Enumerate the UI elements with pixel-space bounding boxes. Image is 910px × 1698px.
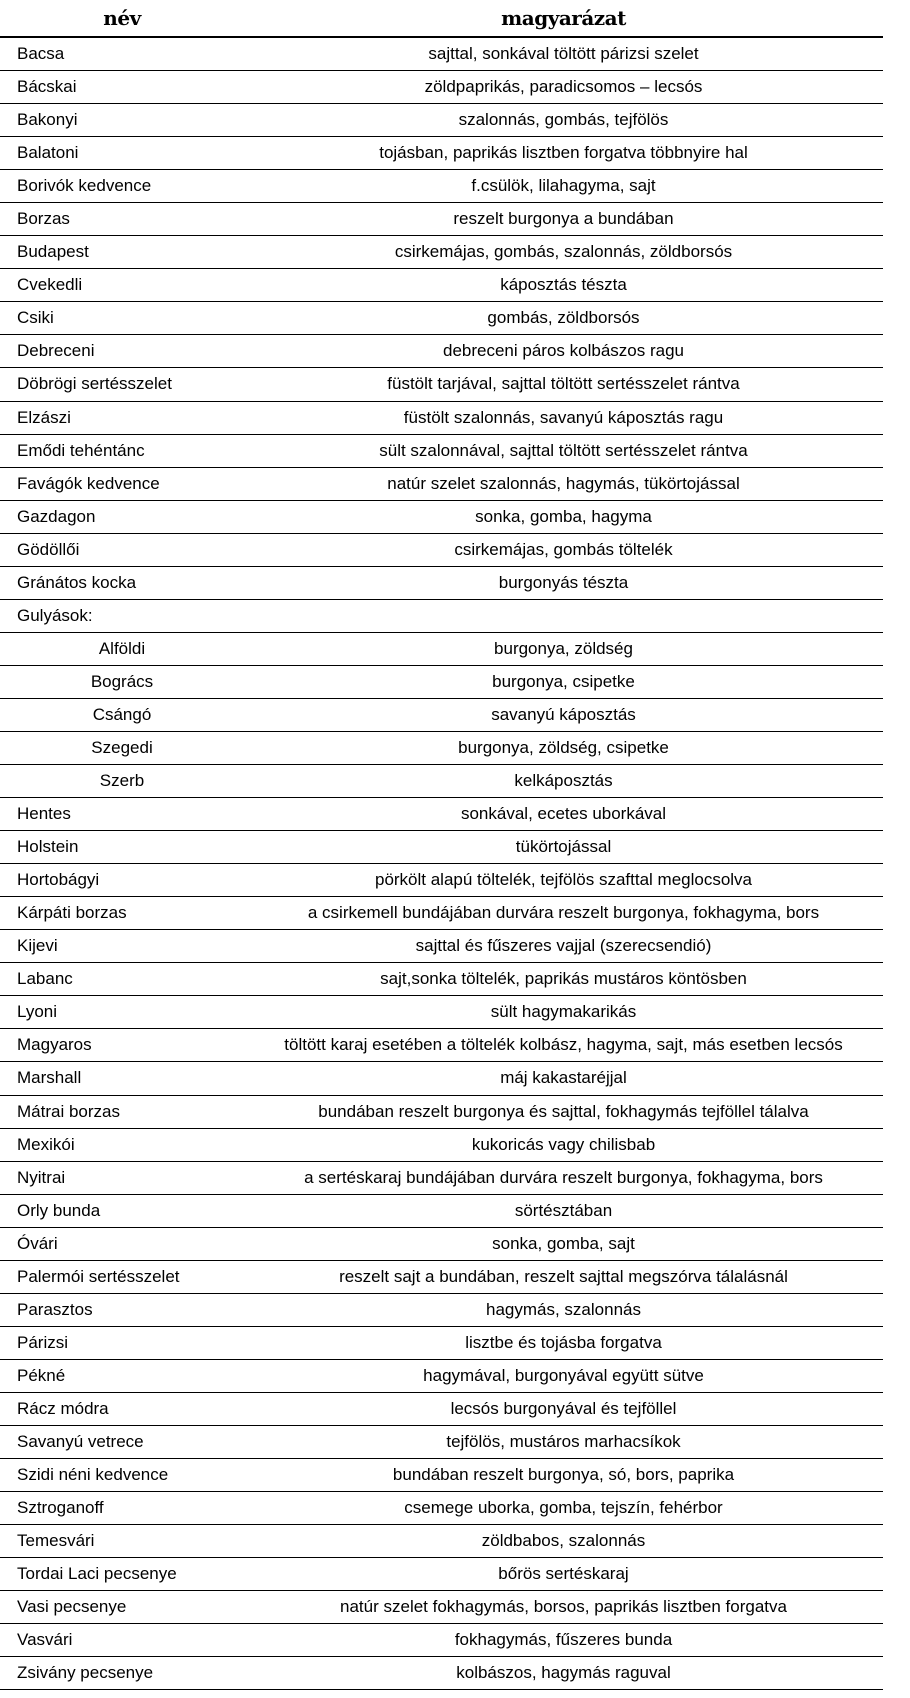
table-row: [0, 1096, 883, 1129]
row-name: Gulyások:: [17, 605, 93, 625]
row-name: Pékné: [17, 1365, 66, 1385]
row-description: hagymával, burgonyával együtt sütve: [423, 1365, 704, 1385]
row-name: Cvekedli: [17, 275, 83, 295]
row-name: Bácskai: [17, 77, 77, 97]
table-row: [0, 71, 883, 104]
row-description: káposztás tészta: [500, 275, 627, 295]
row-name: Mátrai borzas: [17, 1101, 120, 1121]
table-row: [0, 335, 883, 368]
row-name: Hortobágyi: [17, 870, 100, 890]
table-row: [0, 765, 883, 798]
row-name: Tordai Laci pecsenye: [17, 1564, 177, 1584]
row-description: zöldpaprikás, paradicsomos – lecsós: [424, 77, 703, 97]
table-row: [0, 468, 883, 501]
row-description: burgonya, csipetke: [492, 671, 635, 691]
row-description: lecsós burgonyával és tejföllel: [450, 1398, 677, 1418]
table-row: [0, 996, 883, 1029]
row-name: Bacsa: [17, 44, 65, 64]
table-row: [0, 1029, 883, 1062]
row-name: Rácz módra: [17, 1398, 109, 1418]
row-name: Elzászi: [17, 407, 71, 427]
row-name: Savanyú vetrece: [17, 1431, 144, 1451]
table-row: [0, 1393, 883, 1426]
row-subname: Alföldi: [98, 638, 146, 658]
row-description: zöldbabos, szalonnás: [481, 1531, 646, 1551]
row-subname: Bogrács: [90, 671, 154, 691]
row-name: Marshall: [17, 1068, 82, 1088]
table-row: [0, 798, 883, 831]
row-description: reszelt burgonya a bundában: [453, 209, 674, 229]
row-name: Budapest: [17, 242, 89, 262]
row-description: bundában reszelt burgonya, só, bors, paprika: [392, 1465, 735, 1485]
table-row: [0, 1492, 883, 1525]
row-description: szalonnás, gombás, tejfölös: [458, 110, 669, 130]
row-name: Bakonyi: [17, 110, 78, 130]
row-subname: Csángó: [92, 704, 152, 724]
row-description: sörtésztában: [514, 1200, 613, 1220]
table-row: [0, 831, 883, 864]
table-row: [0, 1261, 883, 1294]
row-name: Borivók kedvence: [17, 176, 152, 196]
row-name: Csiki: [17, 308, 54, 328]
row-name: Döbrögi sertésszelet: [17, 374, 172, 394]
table-row: [0, 368, 883, 401]
table-row: [0, 1426, 883, 1459]
row-description: tojásban, paprikás lisztben forgatva többnyire hal: [379, 143, 748, 163]
row-description: kolbászos, hagymás raguval: [456, 1663, 671, 1683]
row-name: Debreceni: [17, 341, 95, 361]
row-description: tükörtojással: [515, 837, 612, 857]
row-name: Kijevi: [17, 936, 58, 956]
row-name: Óvári: [17, 1233, 58, 1253]
row-name: Hentes: [17, 804, 71, 824]
table-row: [0, 963, 883, 996]
table-row: [0, 930, 883, 963]
row-description: kelkáposztás: [514, 771, 613, 791]
table-row: [0, 1558, 883, 1591]
table-row: [0, 1228, 883, 1261]
row-description: csemege uborka, gomba, tejszín, fehérbor: [404, 1498, 723, 1518]
row-description: töltött karaj esetében a töltelék kolbász, hagyma, sajt, más esetben lecsós: [284, 1035, 843, 1055]
row-name: Lyoni: [17, 1002, 58, 1022]
row-description: fokhagymás, fűszeres bunda: [454, 1630, 673, 1650]
row-name: Vasvári: [17, 1630, 73, 1650]
row-description: burgonya, zöldség: [494, 638, 633, 658]
row-description: pörkölt alapú töltelék, tejfölös szafttal meglocsolva: [374, 870, 753, 890]
row-description: füstölt szalonnás, savanyú káposztás ragu: [403, 407, 724, 427]
row-description: csirkemájas, gombás töltelék: [454, 539, 673, 559]
table-row: [0, 534, 883, 567]
table-row: [0, 170, 883, 203]
table-row: [0, 501, 883, 534]
row-description: sonka, gomba, hagyma: [475, 506, 652, 526]
row-name: Holstein: [17, 837, 79, 857]
row-description: sajttal, sonkával töltött párizsi szelet: [428, 44, 699, 64]
row-description: kukoricás vagy chilisbab: [471, 1134, 656, 1154]
row-description: füstölt tarjával, sajttal töltött sertésszelet rántva: [387, 374, 740, 394]
table-row: [0, 38, 883, 71]
header-description: magyarázat: [501, 6, 626, 30]
row-description: burgonya, zöldség, csipetke: [458, 738, 669, 757]
table-row: [0, 1327, 883, 1360]
table-row: [0, 1062, 883, 1095]
row-description: lisztbe és tojásba forgatva: [465, 1332, 662, 1352]
row-description: sült szalonnával, sajttal töltött sertésszelet rántva: [379, 440, 748, 460]
row-description: bundában reszelt burgonya és sajttal, fokhagymás tejföllel tálalva: [318, 1101, 809, 1121]
row-description: a csirkemell bundájában durvára reszelt burgonya, fokhagyma, bors: [307, 903, 820, 923]
table-row: [0, 104, 883, 137]
row-description: debreceni páros kolbászos ragu: [443, 341, 684, 361]
row-description: natúr szelet fokhagymás, borsos, paprikás lisztben forgatva: [340, 1597, 787, 1617]
row-description: bőrös sertéskaraj: [498, 1564, 629, 1584]
table-row: [0, 1591, 883, 1624]
row-description: tejfölös, mustáros marhacsíkok: [446, 1431, 681, 1451]
row-description: sonkával, ecetes uborkával: [460, 804, 667, 824]
header-name: név: [103, 6, 141, 30]
row-name: Orly bunda: [17, 1200, 101, 1220]
table-row: [0, 600, 883, 633]
row-name: Vasi pecsenye: [17, 1597, 127, 1617]
row-name: Parasztos: [17, 1299, 93, 1319]
row-name: Szidi néni kedvence: [17, 1465, 169, 1485]
row-name: Nyitrai: [17, 1167, 66, 1187]
row-name: Mexikói: [17, 1134, 75, 1154]
row-name: Párizsi: [17, 1332, 69, 1352]
row-name: Balatoni: [17, 143, 79, 163]
row-description: reszelt sajt a bundában, reszelt sajttal megszórva tálalásnál: [339, 1266, 788, 1286]
row-description: savanyú káposztás: [491, 704, 636, 724]
table-row: [0, 435, 883, 468]
table-row: [0, 699, 883, 732]
row-description: sonka, gomba, sajt: [492, 1233, 635, 1253]
row-description: burgonyás tészta: [498, 572, 629, 592]
table-row: [0, 1657, 883, 1690]
row-description: natúr szelet szalonnás, hagymás, tükörtojással: [387, 473, 740, 493]
table-row: [0, 402, 883, 435]
row-description: sajttal és fűszeres vajjal (szerecsendió): [415, 936, 712, 956]
table-row: [0, 864, 883, 897]
table-row: [0, 236, 883, 269]
row-name: Gránátos kocka: [17, 572, 137, 592]
table-row: [0, 1624, 883, 1657]
table-row: [0, 567, 883, 600]
table-row: [0, 633, 883, 666]
row-name: Borzas: [17, 209, 70, 229]
table-row: [0, 1195, 883, 1228]
row-name: Temesvári: [17, 1531, 95, 1551]
row-name: Sztroganoff: [17, 1498, 104, 1518]
row-name: Palermói sertésszelet: [17, 1266, 180, 1286]
table-row: [0, 1459, 883, 1492]
table-row: [0, 203, 883, 236]
row-name: Gazdagon: [17, 506, 96, 526]
row-name: Favágók kedvence: [17, 473, 160, 493]
table-row: [0, 732, 883, 765]
row-description: máj kakastaréjjal: [500, 1068, 627, 1088]
table-row: [0, 897, 883, 930]
table-row: [0, 1162, 883, 1195]
row-name: Magyaros: [17, 1035, 92, 1055]
row-description: sült hagymakarikás: [490, 1002, 637, 1022]
table-row: [0, 302, 883, 335]
row-description: hagymás, szalonnás: [486, 1299, 641, 1319]
row-name: Emődi tehéntánc: [17, 440, 145, 460]
row-description: gombás, zöldborsós: [487, 308, 640, 328]
table-body: [0, 38, 883, 1690]
table-row: [0, 137, 883, 170]
row-name: Kárpáti borzas: [17, 903, 127, 923]
row-subname: Szegedi: [91, 738, 153, 757]
table-row: [0, 269, 883, 302]
table-row: [0, 1360, 883, 1393]
table-row: [0, 1525, 883, 1558]
header-desc-cell: [244, 6, 883, 30]
row-description: sajt,sonka töltelék, paprikás mustáros köntösben: [380, 969, 747, 989]
table-row: [0, 1294, 883, 1327]
table-row: [0, 666, 883, 699]
table-row: [0, 1129, 883, 1162]
row-subname: Szerb: [99, 771, 145, 791]
table-header: [0, 0, 883, 38]
row-name: Labanc: [17, 969, 73, 989]
row-name: Gödöllői: [17, 539, 80, 559]
row-name: Zsivány pecsenye: [17, 1663, 154, 1683]
row-description: csirkemájas, gombás, szalonnás, zöldborsós: [394, 242, 733, 262]
header-name-cell: [0, 6, 244, 30]
row-description: a sertéskaraj bundájában durvára reszelt burgonya, fokhagyma, bors: [304, 1167, 823, 1187]
row-description: f.csülök, lilahagyma, sajt: [471, 176, 656, 196]
